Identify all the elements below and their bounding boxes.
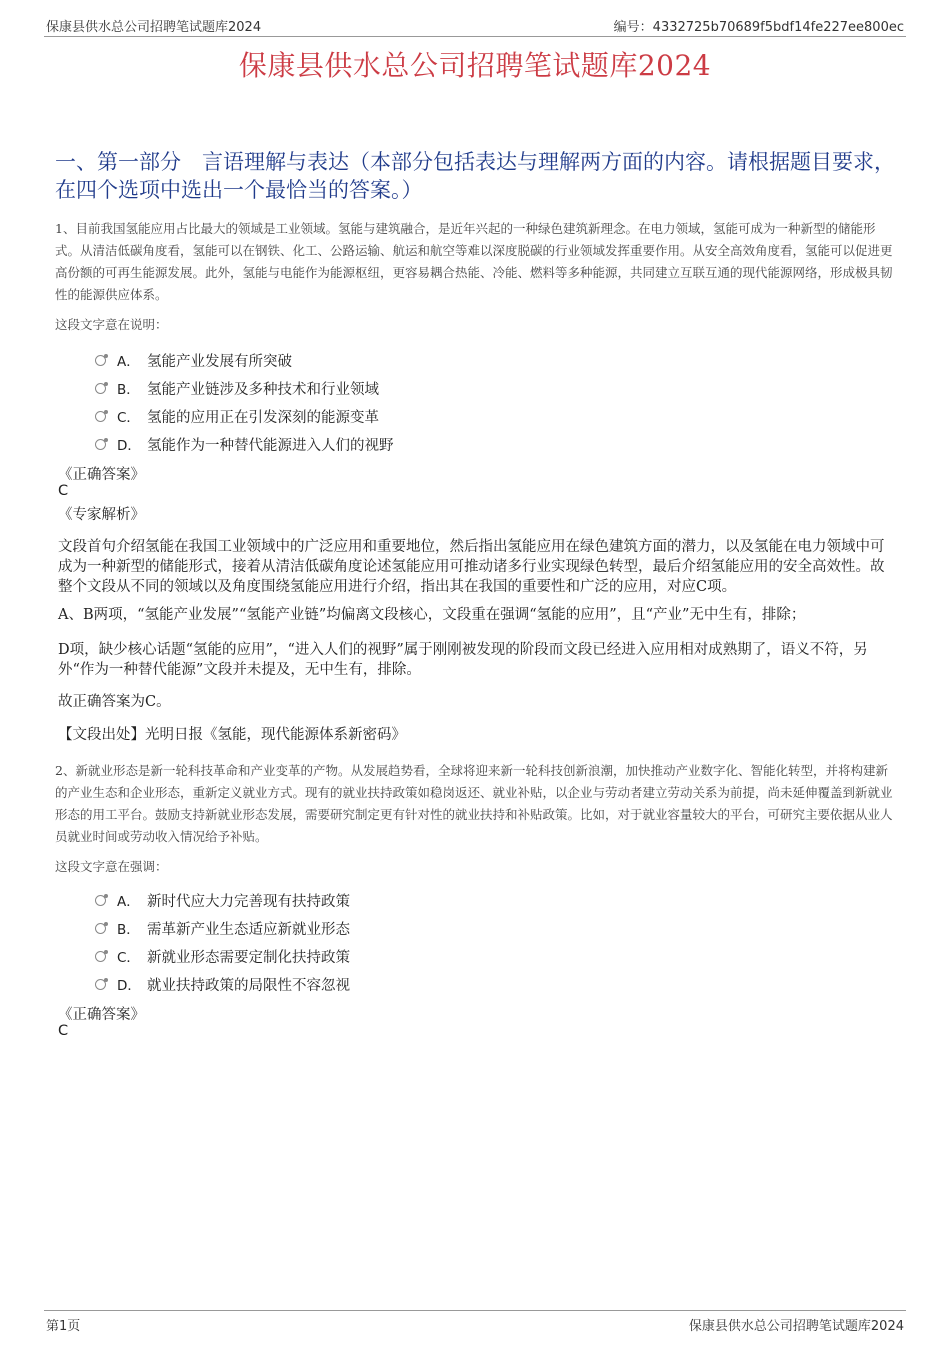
option-letter: A． (117, 354, 140, 370)
q1-analysis-paragraph: 文段首句介绍氢能在我国工业领域中的广泛应用和重要地位，然后指出氢能应用在绿色建筑方面的潜力，以及氢能在电力领域中可成为一种新型的储能形式，接着从清洁低碳角度论述氢能应用可推动诸多行业实现绿色转型，最后介绍氢能应用的安全高效性。故整个文段从不同的领域以及角度围绕氢能应用进行介绍，指出其在我国的重要性和广泛的应用，对应C项。 (58, 539, 885, 595)
option-text: 氢能产业发展有所突破 (147, 354, 292, 370)
option-letter: D． (117, 438, 141, 454)
question-1-text: 1、目前我国氢能应用占比最大的领域是工业领域。氢能与建筑融合，是近年兴起的一种绿色建筑新理念。在电力领域，氢能可成为一种新型的储能形式。从清洁低碳角度看，氢能可以在钢铁、化工、公路运输、航运和航空等难以深度脱碳的行业领域发挥重要作用。从安全高效角度看，氢能可以促进更高份额的可再生能源发展。此外，氢能与电能作为能源枢纽，更容易耦合热能、冷能、燃料等多种能源，共同建立互联互通的现代能源网络，形成极具韧性的能源供应体系。 (55, 221, 893, 302)
radio-icon[interactable] (95, 951, 106, 962)
q1-answer-label: 《正确答案》 (58, 467, 145, 483)
q1-analysis-paragraph: D项，缺少核心话题“氢能的应用”，“进入人们的视野”属于刚刚被发现的阶段而文段已经进入应用相对成熟期了，语义不符，另外“作为一种替代能源”文段并未提及，无中生有，排除。 (58, 642, 868, 678)
option-letter: C． (117, 410, 140, 426)
q1-source: 【文段出处】光明日报《氢能，现代能源体系新密码》 (58, 727, 406, 743)
option-text: 新时代应大力完善现有扶持政策 (147, 894, 350, 910)
radio-icon[interactable] (95, 355, 106, 366)
option-letter: B． (117, 382, 140, 398)
header-doc-number: 编号：4332725b70689f5bdf14fe227ee800ec (613, 20, 904, 35)
option-letter: B． (117, 922, 140, 938)
radio-icon[interactable] (95, 923, 106, 934)
question-2-text: 2、新就业形态是新一轮科技革命和产业变革的产物。从发展趋势看，全球将迎来新一轮科技创新浪潮，加快推动产业数字化、智能化转型，并将构建新的产业生态和企业形态，重新定义就业方式。现有的就业扶持政策如稳岗返还、就业补贴，以企业与劳动者建立劳动关系为前提，尚未延伸覆盖到新就业形态的用工平台。鼓励支持新就业形态发展，需要研究制定更有针对性的就业扶持和补贴政策。比如，对于就业容量较大的平台，可研究主要依据从业人员就业时间或劳动收入情况给予补贴。 (55, 763, 893, 844)
option-letter: D． (117, 978, 141, 994)
q2-answer: C (58, 1023, 69, 1039)
section-heading: 一、第一部分 言语理解与表达（本部分包括表达与理解两方面的内容。请根据题目要求，在四个选项中选出一个最恰当的答案。） (55, 150, 895, 202)
option-text: 新就业形态需要定制化扶持政策 (147, 950, 350, 966)
q1-analysis-label: 《专家解析》 (58, 507, 145, 523)
option-letter: A． (117, 894, 140, 910)
q1-analysis-paragraph: A、B两项，“氢能产业发展”“氢能产业链”均偏离文段核心，文段重在强调“氢能的应用”，且“产业”无中生有，排除； (58, 607, 806, 623)
radio-icon[interactable] (95, 979, 106, 990)
header-doc-title: 保康县供水总公司招聘笔试题库2024 (46, 20, 262, 35)
footer-doc-title: 保康县供水总公司招聘笔试题库2024 (688, 1319, 904, 1334)
q1-analysis-conclusion: 故正确答案为C。 (58, 694, 171, 710)
radio-icon[interactable] (95, 383, 106, 394)
radio-icon[interactable] (95, 439, 106, 450)
option-text: 氢能产业链涉及多种技术和行业领域 (147, 382, 379, 398)
q1-answer: C (58, 483, 69, 499)
option-text: 需革新产业生态适应新就业形态 (147, 922, 350, 938)
page-title: 保康县供水总公司招聘笔试题库2024 (238, 49, 712, 82)
option-text: 氢能的应用正在引发深刻的能源变革 (147, 410, 379, 426)
q2-answer-label: 《正确答案》 (58, 1007, 145, 1023)
option-letter: C． (117, 950, 140, 966)
radio-icon[interactable] (95, 411, 106, 422)
option-text: 就业扶持政策的局限性不容忽视 (147, 978, 350, 994)
question-1-prompt: 这段文字意在说明： (55, 317, 168, 332)
radio-icon[interactable] (95, 895, 106, 906)
page-number: 第1页 (46, 1319, 81, 1334)
page-header (44, 14, 906, 37)
page-footer (44, 1310, 906, 1333)
question-2-prompt: 这段文字意在强调： (55, 859, 168, 874)
option-text: 氢能作为一种替代能源进入人们的视野 (147, 438, 394, 454)
